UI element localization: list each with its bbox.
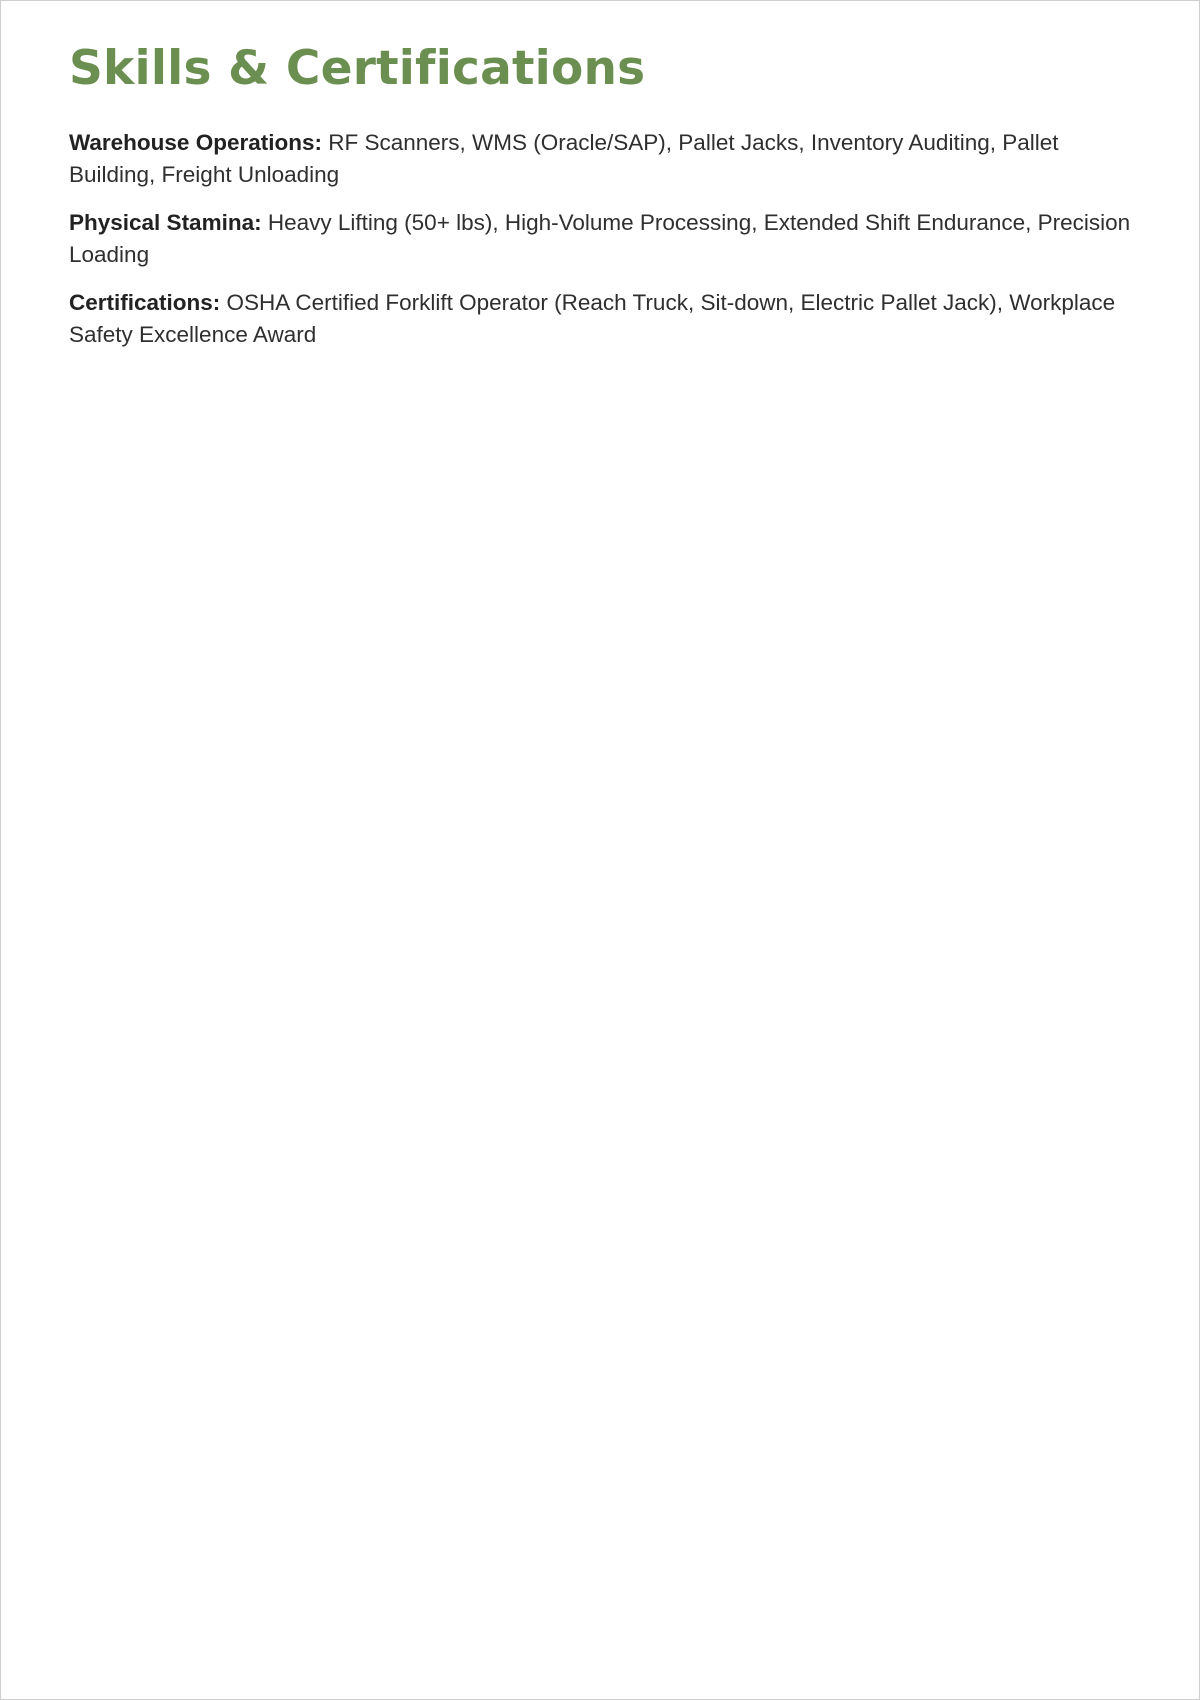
section-title: Skills & Certifications: [69, 41, 646, 96]
skill-text: OSHA Certified Forklift Operator (Reach Truck, Sit-down, Electric Pallet Jack), Workplace Safety Excellence Award: [69, 290, 1116, 347]
skill-entry-warehouse-operations: [69, 127, 1131, 191]
skill-label: Certifications:: [69, 290, 221, 315]
skill-label: Warehouse Operations:: [69, 130, 322, 155]
skill-label: Physical Stamina:: [69, 210, 262, 235]
skill-text: Heavy Lifting (50+ lbs), High-Volume Processing, Extended Shift Endurance, Precision Loading: [69, 210, 1131, 267]
skill-entry-physical-stamina: [69, 207, 1131, 271]
skill-text: RF Scanners, WMS (Oracle/SAP), Pallet Jacks, Inventory Auditing, Pallet Building, Freight Unloading: [69, 130, 1059, 187]
skill-entry-certifications: [69, 287, 1131, 351]
